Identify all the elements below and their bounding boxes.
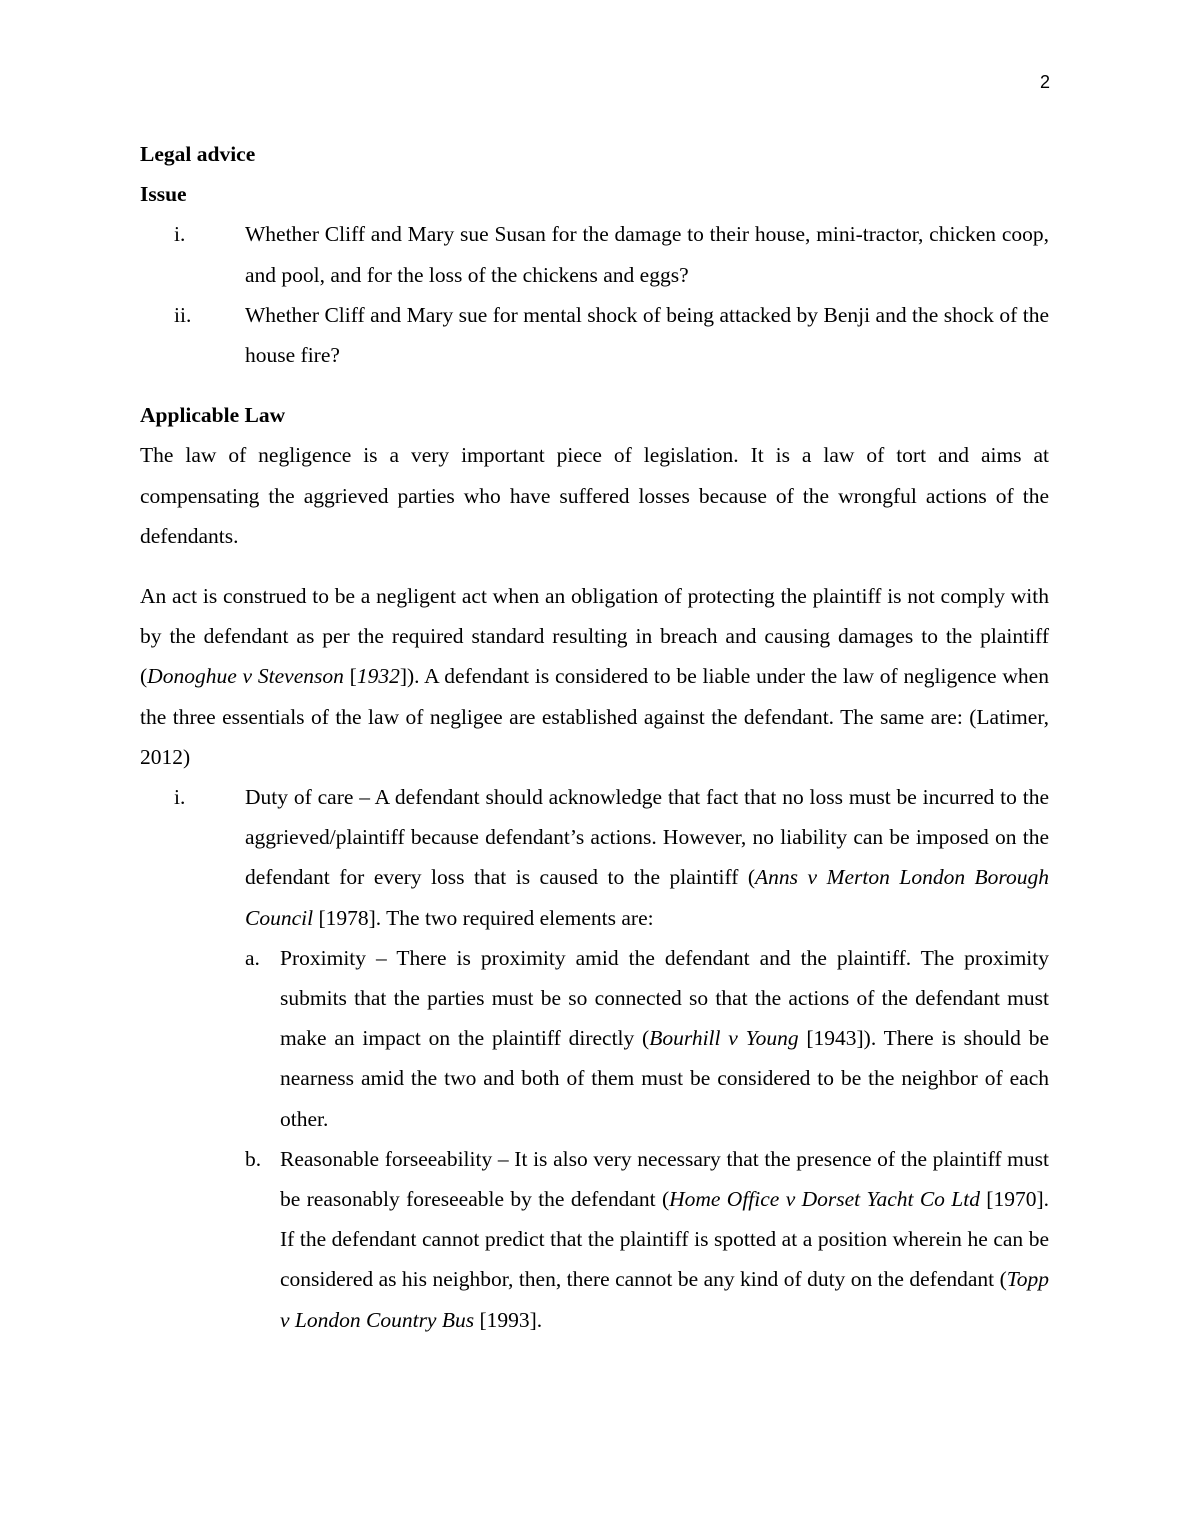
heading-applicable-law: Applicable Law (140, 403, 286, 428)
text: An act is construed to be a negligent act when an obligation of protecting the plaintiff is not comply with by the defendant as per the required standard resulting in breach and causing damages to the plaintiff ( (140, 584, 1049, 689)
case-citation: Anns v Merton London Borough Council (245, 865, 1050, 930)
paragraph-law-of-negligence: The law of negligence is a very important piece of legislation. It is a law of tort and aims at compensating the aggrieved parties who have suffered losses because of the wrongful actions of the defendants. (140, 443, 1049, 548)
case-citation: Donoghue v Stevenson (147, 664, 344, 689)
text: ]). A defendant is considered to be liable under the law of negligence when the three essentials of the law of negligee are established against the defendant. The same are: (Latimer, 2012) (140, 664, 1049, 769)
list-marker: ii. (174, 302, 192, 327)
text: [ (343, 664, 357, 689)
issue-text: Whether Cliff and Mary sue for mental shock of being attacked by Benji and the shock of the house fire? (245, 302, 1049, 368)
page-number: 2 (1039, 72, 1050, 92)
case-citation: Bourhill v Young (649, 1026, 799, 1051)
list-item (245, 938, 1049, 1139)
text: Proximity – There is proximity amid the defendant and the plaintiff. The proximity submits that the parties must be so connected so that the actions of the defendant must make an impact on the plaintiff directly ( (280, 945, 1049, 1051)
elements-list (245, 938, 1049, 1340)
case-citation: Home Office v Dorset Yacht Co Ltd (669, 1187, 980, 1212)
list-item (140, 214, 1049, 294)
issues-list (140, 214, 1049, 375)
list-item (140, 295, 1049, 375)
issue-text: Whether Cliff and Mary sue Susan for the damage to their house, mini-tractor, chicken coop, and pool, and for the loss of the chickens and eggs? (245, 222, 1049, 287)
list-item (245, 1139, 1049, 1340)
list-marker: b. (245, 1146, 262, 1171)
text: [1943]). There is should be nearness amid the two and both of them must be considered to be the neighbor of each other. (280, 1026, 1049, 1131)
list-marker: a. (245, 945, 260, 970)
text: [1978]. The two required elements are: (313, 905, 654, 930)
text: Duty of care – A defendant should acknowledge that fact that no loss must be incurred to the aggrieved/plaintiff because defendant’s actions. However, no liability can be imposed on the defendant for every loss that is caused to the plaintiff ( (245, 785, 1049, 890)
document-body (140, 134, 1049, 1340)
heading-issue: Issue (140, 182, 187, 207)
list-marker: i. (174, 785, 186, 810)
text: [1993]. (474, 1307, 543, 1332)
case-citation: Topp v London Country Bus (280, 1267, 1049, 1332)
case-year: 1932 (356, 664, 400, 689)
text: [1970]. If the defendant cannot predict that the plaintiff is spotted at a position wherein he can be considered as his neighbor, then, there cannot be any kind of duty on the defendant ( (280, 1187, 1050, 1292)
essentials-list (140, 777, 1049, 1340)
list-marker: i. (174, 222, 186, 247)
list-item (140, 777, 1049, 1340)
text: Reasonable forseeability – It is also very necessary that the presence of the plaintiff must be reasonably foreseeable by the defendant ( (280, 1146, 1049, 1212)
paragraph-negligent-act (140, 576, 1049, 777)
heading-legal-advice: Legal advice (140, 142, 256, 166)
